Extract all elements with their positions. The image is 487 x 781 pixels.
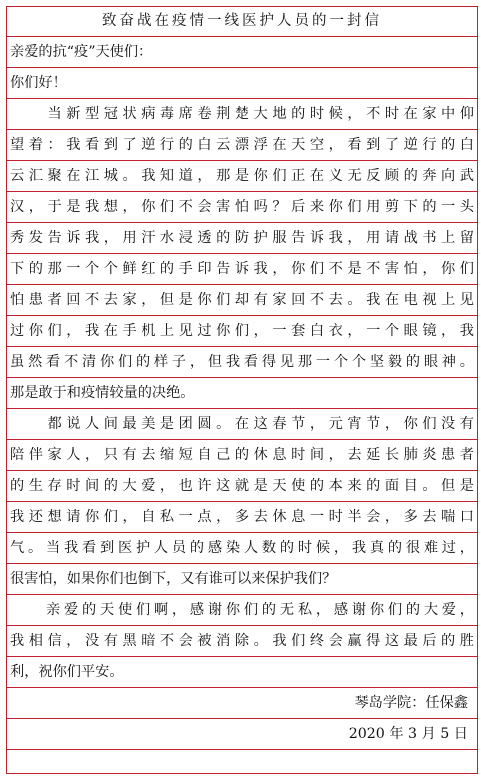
paragraph-line: 下的那一个个鲜红的手印告诉我，你们不是不害怕，你们 xyxy=(6,254,478,285)
paragraph-line: 利，祝你们平安。 xyxy=(6,657,478,688)
paragraph-line: 那是敢于和疫情较量的决绝。 xyxy=(6,378,478,409)
paragraph-line: 当新型冠状病毒席卷荆楚大地的时候，不时在家中仰 xyxy=(6,99,478,130)
paragraph-line: 陪伴家人，只有去缩短自己的休息时间，去延长肺炎患者 xyxy=(6,440,478,471)
paragraph-line: 很害怕，如果你们也倒下，又有谁可以来保护我们？ xyxy=(6,564,478,595)
paragraph-line: 我相信，没有黑暗不会被消除。我们终会赢得这最后的胜 xyxy=(6,626,478,657)
paragraph-line: 望着：我看到了逆行的白云漂浮在天空，看到了逆行的白 xyxy=(6,130,478,161)
salutation: 亲爱的抗“疫”天使们： xyxy=(6,37,478,68)
paragraph-line: 都说人间最美是团圆。在这春节，元宵节，你们没有 xyxy=(6,409,478,440)
paragraph-line: 的生存时间的大爱，也许这就是天使的本来的面目。但是 xyxy=(6,471,478,502)
paragraph-line: 汉，于是我想，你们不会害怕吗？后来你们用剪下的一头 xyxy=(6,192,478,223)
letter-title: 致奋战在疫情一线医护人员的一封信 xyxy=(6,6,478,37)
paragraph-line: 虽然看不清你们的样子，但我看得见那一个个坚毅的眼神。 xyxy=(6,347,478,378)
paragraph-line: 怕患者回不去家，但是你们却有家回不去。我在电视上见 xyxy=(6,285,478,316)
paragraph-line: 云汇聚在江城。我知道，那是你们正在义无反顾的奔向武 xyxy=(6,161,478,192)
paragraph-line: 亲爱的天使们啊，感谢你们的无私，感谢你们的大爱， xyxy=(6,595,478,626)
signature: 琴岛学院：任保鑫 xyxy=(6,688,478,719)
paragraph-line: 秀发告诉我，用汗水浸透的防护服告诉我，用请战书上留 xyxy=(6,223,478,254)
paragraph-line: 我还想请你们，自私一点，多去休息一时半会，多去喘口 xyxy=(6,502,478,533)
paragraph-line: 过你们，我在手机上见过你们，一套白衣，一个眼镜，我 xyxy=(6,316,478,347)
letter-date: 2020 年 3 月 5 日 xyxy=(6,719,478,750)
greeting: 你们好！ xyxy=(6,68,478,99)
paragraph-line: 气。当我看到医护人员的感染人数的时候，我真的很难过， xyxy=(6,533,478,564)
